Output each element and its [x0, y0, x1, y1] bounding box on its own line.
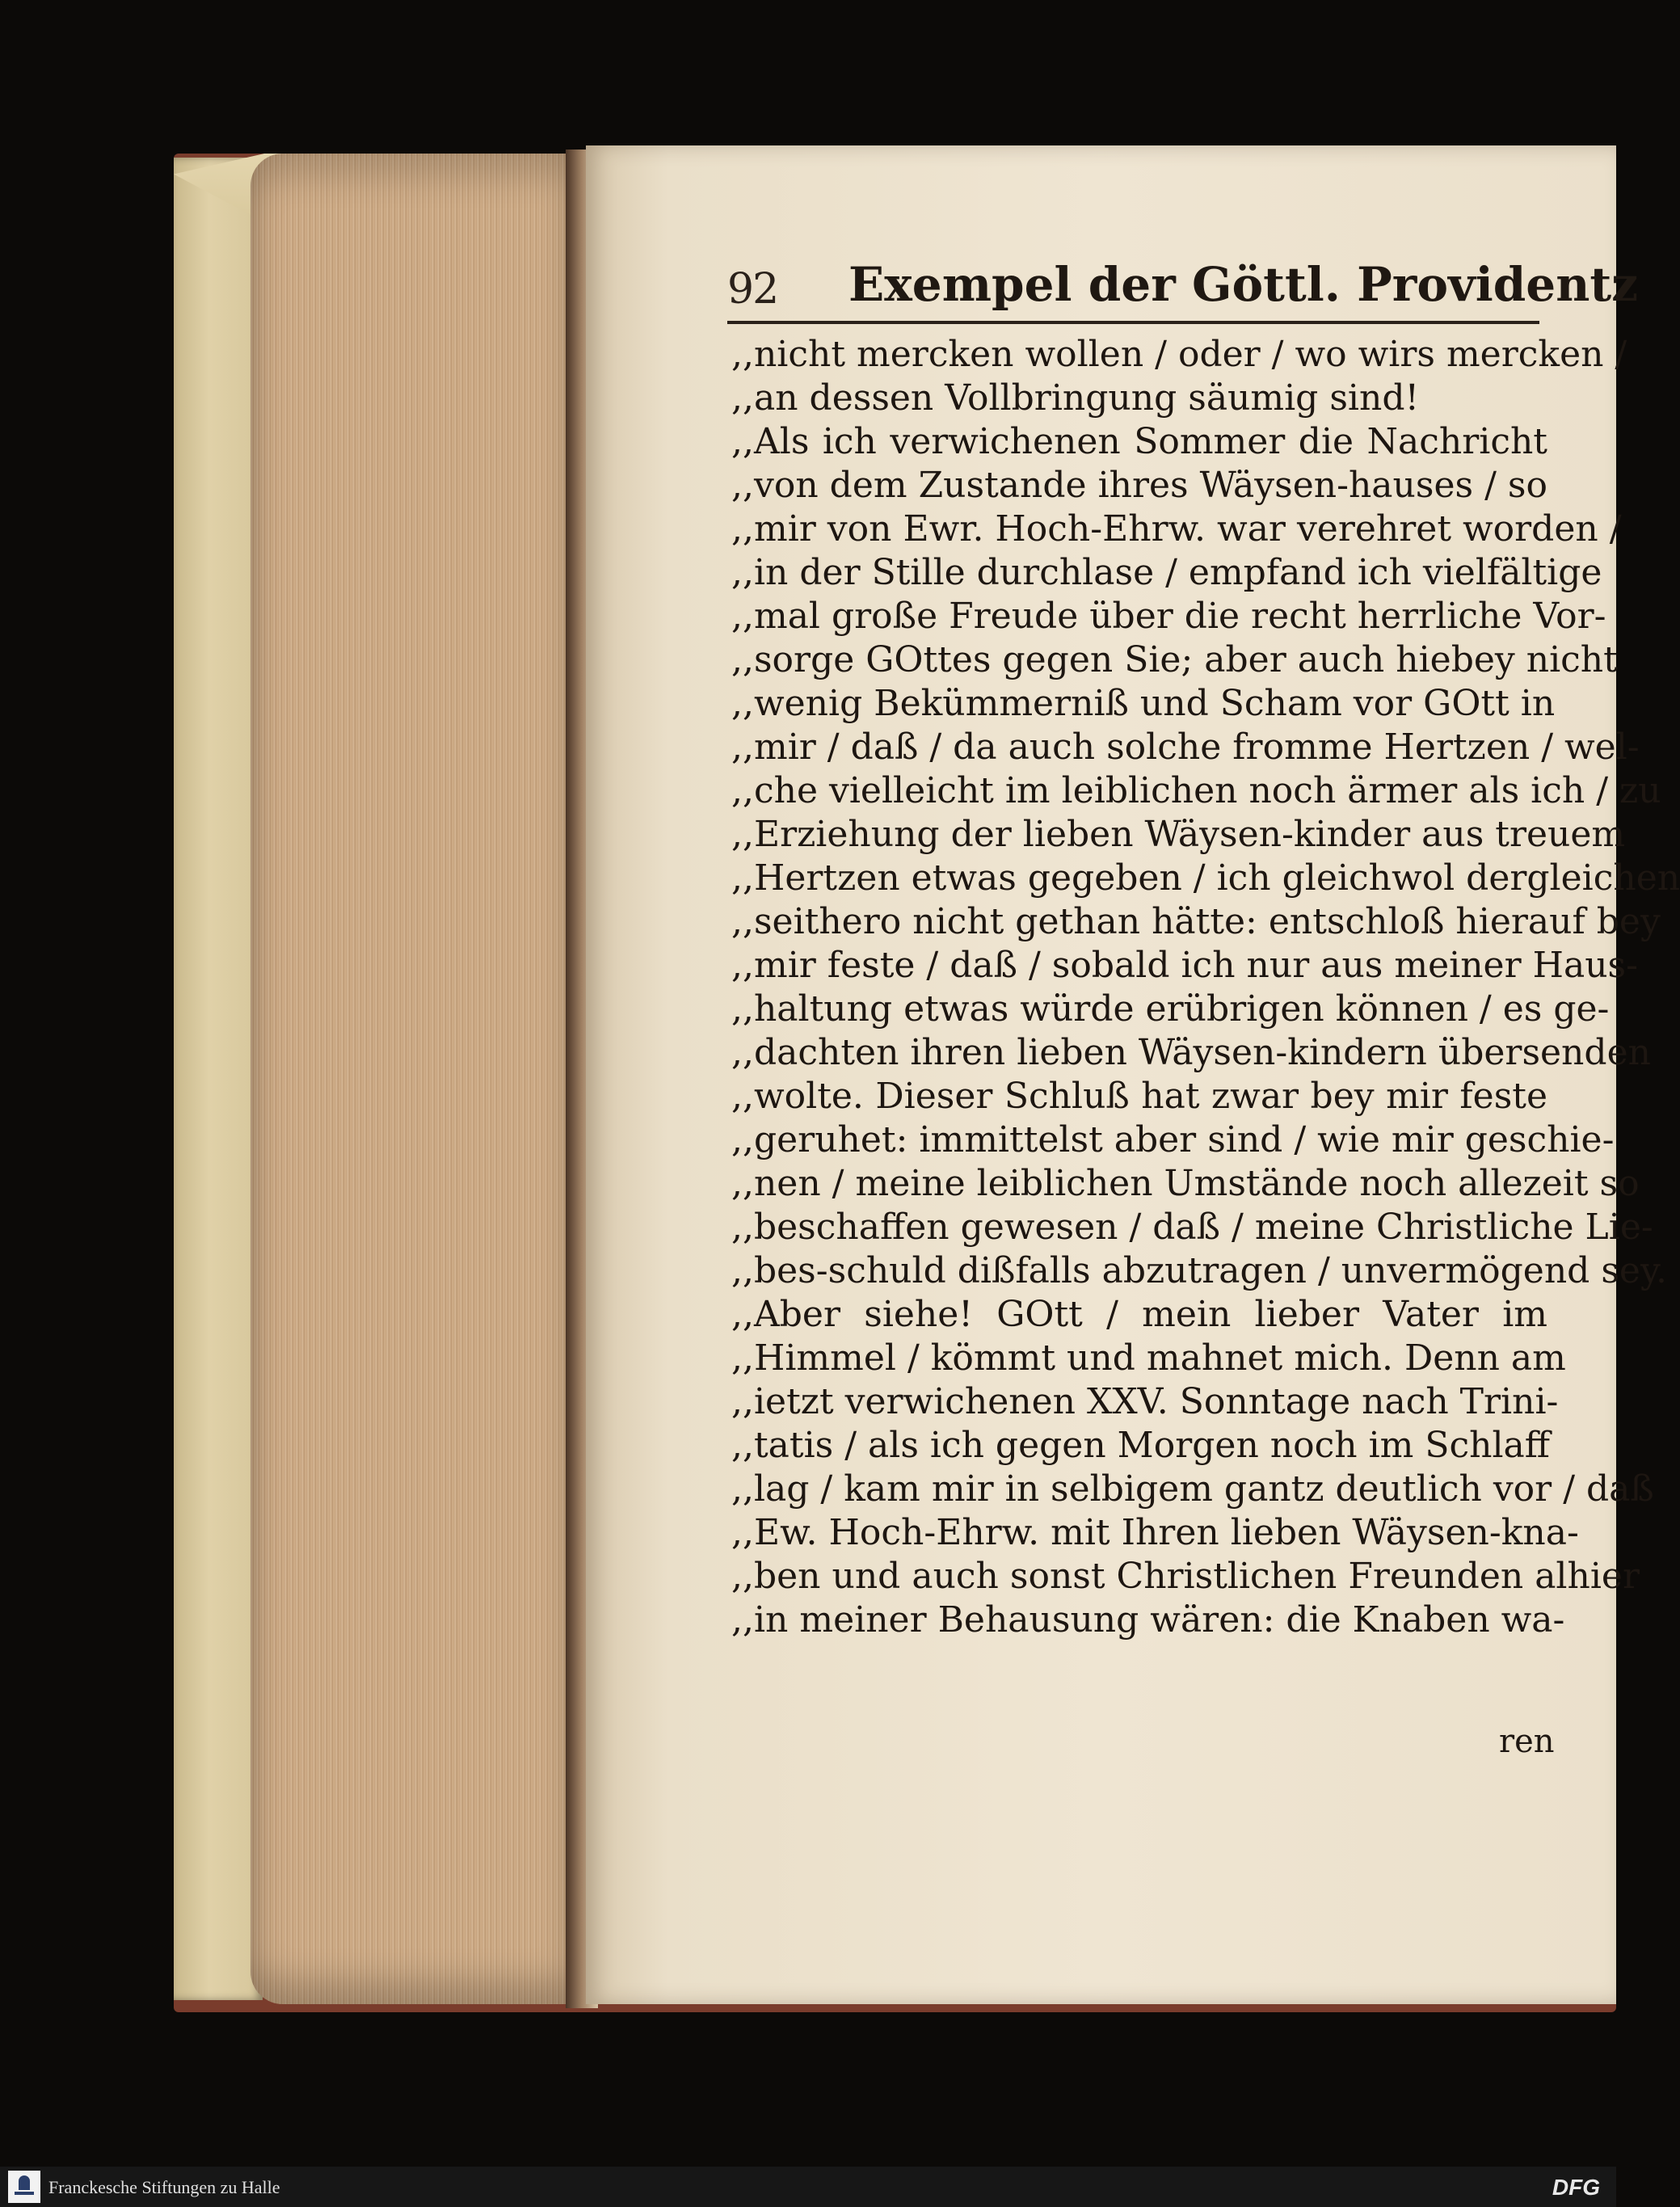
viewer-footer	[0, 2167, 1616, 2207]
text-line: ,,Hertzen etwas gegeben / ich gleichwol dergleichen	[731, 857, 1680, 899]
text-line: ,,mal große Freude über die recht herrliche Vor-	[731, 596, 1606, 637]
text-line: ,,wolte. Dieser Schluß hat zwar bey mir feste	[731, 1076, 1547, 1117]
text-line: ,,Ew. Hoch-Ehrw. mit Ihren lieben Wäysen-kna-	[731, 1512, 1579, 1553]
page-header	[727, 257, 1639, 322]
page-number: 92	[727, 265, 778, 314]
text-line: ,,sorge GOttes gegen Sie; aber auch hiebey nicht	[731, 639, 1618, 680]
text-line: ,,beschaffen gewesen / daß / meine Christliche Lie-	[731, 1207, 1653, 1248]
text-line: ,,bes-schuld dißfalls abzutragen / unvermögend sey.	[731, 1250, 1667, 1291]
catchword: ren	[1499, 1723, 1555, 1760]
text-line: ,,an dessen Vollbringung säumig sind!	[731, 377, 1420, 419]
text-line: ,,tatis / als ich gegen Morgen noch im Schlaff	[731, 1425, 1551, 1466]
text-line: ,,wenig Bekümmerniß und Scham vor GOtt in	[731, 683, 1556, 724]
text-line: ,,nicht mercken wollen / oder / wo wirs mercken /	[731, 334, 1627, 375]
text-line: ,,Erziehung der lieben Wäysen-kinder aus treuem	[731, 814, 1626, 855]
page-edges-block	[251, 154, 574, 2004]
text-line: ,,nen / meine leiblichen Umstände noch allezeit so	[731, 1163, 1640, 1204]
text-line: ,,ietzt verwichenen XXV. Sonntage nach Trini-	[731, 1381, 1559, 1422]
text-line: ,,mir feste / daß / sobald ich nur aus meiner Haus-	[731, 945, 1638, 986]
text-line: ,,Als ich verwichenen Sommer die Nachricht	[731, 421, 1547, 462]
institution-logo-icon	[8, 2171, 40, 2203]
text-line: ,,haltung etwas würde erübrigen können / es ge-	[731, 988, 1610, 1030]
text-line: ,,mir / daß / da auch solche fromme Hertzen / wel-	[731, 727, 1640, 768]
text-line: ,,Aber siehe! GOtt / mein lieber Vater im	[731, 1294, 1547, 1335]
text-line: ,,lag / kam mir in selbigem gantz deutlich vor / daß	[731, 1468, 1654, 1510]
text-line: ,,mir von Ewr. Hoch-Ehrw. war verehret worden /	[731, 508, 1622, 550]
text-line: ,,ben und auch sonst Christlichen Freunden alhier	[731, 1556, 1640, 1597]
text-line: ,,von dem Zustande ihres Wäysen-hauses / so	[731, 465, 1547, 506]
text-line: ,,seithero nicht gethan hätte: entschloß hierauf bey	[731, 901, 1661, 942]
vellum-binding	[174, 158, 263, 2000]
institution-name: Franckesche Stiftungen zu Halle	[48, 2177, 280, 2197]
text-line: ,,in meiner Behausung wären: die Knaben wa-	[731, 1599, 1565, 1641]
dfg-logo: DFG	[1552, 2175, 1600, 2200]
body-text	[731, 333, 1680, 1642]
text-line: ,,in der Stille durchlase / empfand ich vielfältige	[731, 552, 1602, 593]
header-rule	[727, 321, 1539, 324]
text-line: ,,Himmel / kömmt und mahnet mich. Denn am	[731, 1337, 1566, 1379]
text-line: ,,che vielleicht im leiblichen noch ärmer als ich / zu	[731, 770, 1661, 811]
running-head: Exempel der Göttl. Providentz	[848, 257, 1639, 312]
text-line: ,,dachten ihren lieben Wäysen-kindern übersenden	[731, 1032, 1651, 1073]
text-line: ,,geruhet: immittelst aber sind / wie mir geschie-	[731, 1119, 1615, 1160]
